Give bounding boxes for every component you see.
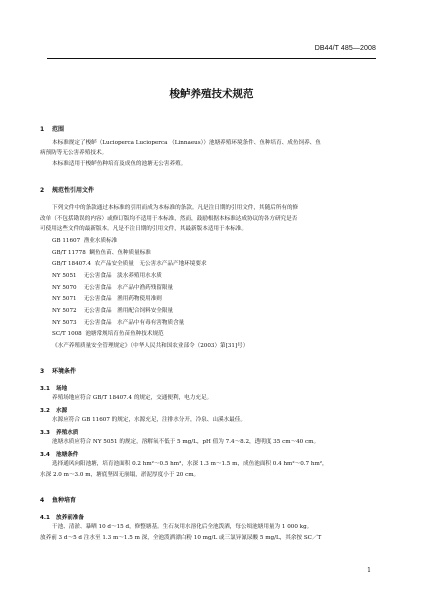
reference-title: 渔业水质标准 [83, 238, 118, 244]
subsection-number: 3.1 [40, 386, 50, 392]
reference-title: 《水产养殖质量安全管理规定》（中华人民共和国农业部令（2003）第[31]号） [52, 343, 249, 349]
reference-title: 池塘常规培育鱼苗鱼种技术规范 [85, 331, 164, 337]
document-title: 梭鲈养殖技术规范 [169, 88, 254, 100]
reference-code: GB/T 18407.4 [52, 261, 92, 267]
subsection-number: 3.3 [40, 430, 50, 436]
reference-code: NY 5071 [52, 296, 77, 302]
paragraph-line: 可使用这些文件的最新版本。凡是不注日期的引用文件，其最新版本适用于本标准。 [40, 226, 247, 232]
reference-item [52, 259, 207, 267]
reference-item [52, 248, 151, 256]
reference-code: NY 5073 [52, 320, 77, 326]
reference-title: 无公害食品 淡水养殖用水水质 [83, 273, 162, 279]
header-rule [47, 58, 376, 59]
paragraph-line: 下列文件中的条款通过本标准的引用而成为本标准的条款。凡是注日期的引用文件，其随后所有的修 [52, 205, 299, 211]
subsection-number: 4.1 [40, 515, 50, 521]
reference-item [52, 236, 117, 244]
subsection-heading [40, 428, 78, 436]
reference-item [52, 329, 164, 337]
reference-title: 无公害食品 水产品中渔药残留限量 [83, 285, 174, 291]
paragraph-line: 本标准规定了梭鲈（Lucioperca Lucioperca （Linnaeus））池塘养殖环境条件、鱼种培育、成鱼饲养、鱼 [52, 140, 321, 146]
subsection-heading [40, 450, 78, 458]
paragraph-line: 养殖场地应符合 GB/T 18407.4 的规定，交通便利，电力充足。 [52, 395, 213, 401]
section-title: 规范性引用文件 [52, 187, 95, 194]
reference-code: NY 5051 [52, 273, 77, 279]
page-number: 1 [367, 567, 371, 574]
subsection-title: 池塘条件 [56, 452, 79, 458]
reference-item [52, 341, 248, 349]
paragraph-line: 水深 2.0 m～3.0 m，塘底坚固无崩塌，淤泥厚度小于 20 cm。 [40, 472, 200, 478]
subsection-number: 3.2 [40, 408, 50, 414]
paragraph-line: 放养前 3 d～5 d 注水至 1.3 m～1.5 m 深，全池泼洒漂白粉 10 mg/L 或三氯异氰尿酸 5 mg/L，其余按 SC／T [40, 535, 322, 541]
subsection-title: 放养前准备 [56, 515, 84, 521]
subsection-heading [40, 384, 67, 392]
subsection-heading [40, 513, 84, 521]
section-heading-fingerling [40, 495, 76, 504]
reference-title: 无公害食品 水产品中有毒有害物质含量 [83, 320, 185, 326]
reference-title: 鲷鱼鱼苗、鱼种质量标准 [89, 250, 151, 256]
paragraph-line: 本标准适用于梭鲈鱼种培育及成鱼的池塘无公害养殖。 [52, 161, 187, 167]
paragraph-line: 水源应符合 GB 11607 的规定，水源充足，注排水分开，冷泉、山溪水最佳。 [52, 417, 246, 423]
reference-title: 农产品安全质量 无公害水产品产地环境要求 [94, 261, 207, 267]
reference-code: SC/T 1008 [52, 331, 82, 337]
reference-code: NY 5072 [52, 308, 77, 314]
section-title: 环境条件 [52, 368, 77, 375]
paragraph-line: 干池、清淤、暴晒 10 d～15 d，修整塘基。生石灰用水溶化后全池泼洒，每公顷池塘用量为 1 000 kg。 [52, 524, 313, 530]
reference-item [52, 271, 162, 279]
section-heading-environment [40, 366, 76, 375]
section-title: 鱼种培育 [52, 497, 77, 504]
section-number: 3 [40, 368, 45, 375]
section-title: 范围 [52, 126, 65, 133]
section-number: 2 [40, 187, 45, 194]
reference-code: NY 5070 [52, 285, 77, 291]
section-heading-references [40, 185, 94, 194]
paragraph-line: 池塘水质应符合 NY 5051 的规定，溶解氧不低于 5 mg/L，pH 值为 7.4～8.2，透明度 35 cm～40 cm。 [52, 439, 320, 445]
subsection-title: 养殖水质 [56, 430, 79, 436]
paragraph-line: 病预防等无公害养殖技术。 [40, 150, 108, 156]
section-heading-scope [40, 124, 64, 133]
reference-title: 无公害食品 渔用药物使用准则 [83, 296, 162, 302]
reference-item [52, 306, 173, 314]
reference-item [52, 318, 184, 326]
paragraph-line: 选择通风向阳池塘，培育池面积 0.2 hm²～0.5 hm²，水深 1.3 m～1.5 m，成鱼池面积 0.4 hm²～0.7 hm²， [52, 461, 328, 467]
subsection-title: 场地 [56, 386, 68, 392]
reference-item [52, 283, 173, 291]
reference-code: GB/T 11778 [52, 250, 86, 256]
reference-code: GB 11607 [52, 238, 81, 244]
subsection-title: 水源 [56, 408, 68, 414]
standard-number: DB44/T 485—2008 [314, 45, 376, 52]
paragraph-line: 改单（不包括勘误的内容）或修订版均不适用于本标准，然而，鼓励根据本标准达成协议的各方研究是否 [40, 216, 298, 222]
subsection-number: 3.4 [40, 452, 50, 458]
section-number: 4 [40, 497, 45, 504]
reference-title: 无公害食品 渔用配合饲料安全限量 [83, 308, 174, 314]
reference-item [52, 294, 162, 302]
subsection-heading [40, 406, 67, 414]
section-number: 1 [40, 126, 45, 133]
